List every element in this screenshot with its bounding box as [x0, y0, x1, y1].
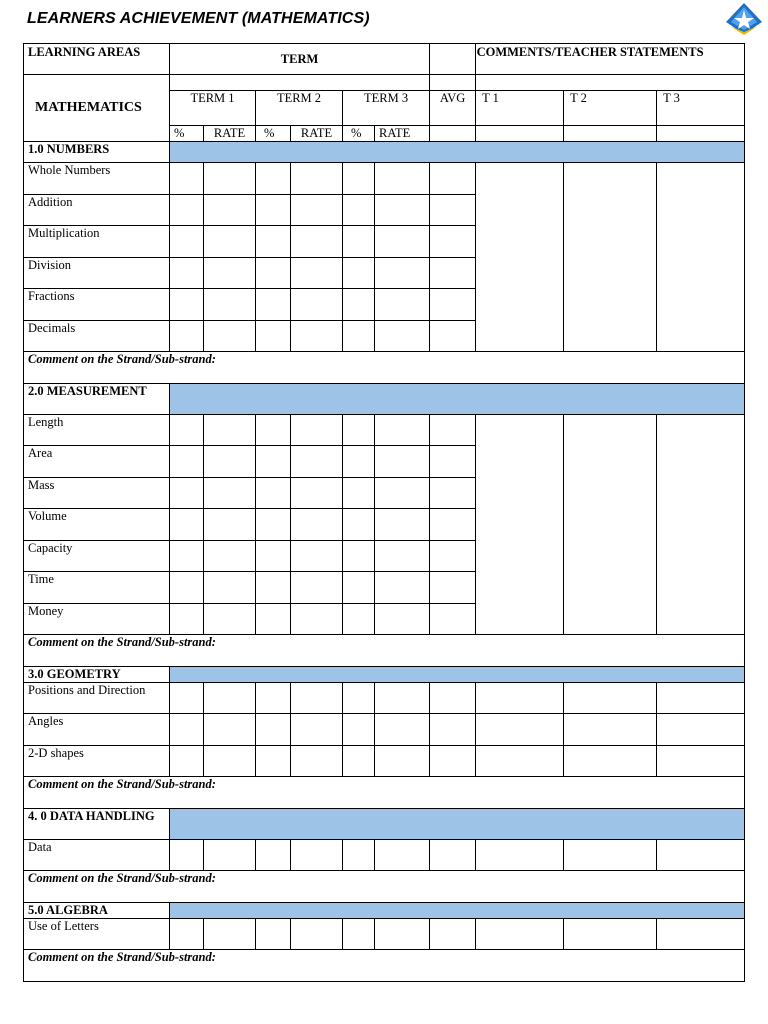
- term3-rate-cell[interactable]: [375, 509, 430, 541]
- term3-pct-cell[interactable]: [343, 289, 375, 321]
- term1-rate-cell[interactable]: [204, 918, 256, 950]
- sub-strand-label: Volume: [24, 509, 170, 541]
- avg-cell[interactable]: [430, 289, 476, 321]
- t1-sub-blank: [476, 126, 564, 142]
- sub-strand-label: Addition: [24, 194, 170, 226]
- strand-title: 5.0 ALGEBRA: [24, 902, 170, 918]
- avg-cell[interactable]: [430, 839, 476, 871]
- t2-comment-cell[interactable]: [564, 682, 657, 714]
- strand-comment[interactable]: Comment on the Strand/Sub-strand:: [24, 950, 745, 982]
- t2-comment-cell[interactable]: [564, 714, 657, 746]
- strand-band: [170, 808, 745, 839]
- term3-pct-cell[interactable]: [343, 745, 375, 777]
- term2-rate-cell[interactable]: [291, 745, 343, 777]
- term2-rate-cell[interactable]: [291, 257, 343, 289]
- term3-pct-cell[interactable]: [343, 477, 375, 509]
- term1-rate-cell[interactable]: [204, 226, 256, 258]
- term2-rate-cell[interactable]: [291, 509, 343, 541]
- learning-areas-header: LEARNING AREAS: [24, 44, 170, 75]
- term1-rate-cell[interactable]: [204, 414, 256, 446]
- avg-cell[interactable]: [430, 509, 476, 541]
- term1-pct-cell[interactable]: [170, 414, 204, 446]
- term2-rate-cell[interactable]: [291, 477, 343, 509]
- term1-pct-cell[interactable]: [170, 477, 204, 509]
- sub-strand-label: Time: [24, 572, 170, 604]
- avg-cell[interactable]: [430, 745, 476, 777]
- term1-rate-cell[interactable]: [204, 572, 256, 604]
- sub-strand-label: Whole Numbers: [24, 163, 170, 195]
- t2-comment-cell[interactable]: [564, 745, 657, 777]
- t2-comment-cell[interactable]: [564, 839, 657, 871]
- term2-rate-cell[interactable]: [291, 446, 343, 478]
- sub-strand-label: 2-D shapes: [24, 745, 170, 777]
- term3-rate-cell[interactable]: [375, 714, 430, 746]
- term3-pct-cell[interactable]: [343, 414, 375, 446]
- term1-pct-cell[interactable]: [170, 714, 204, 746]
- sub-strand-label: Positions and Direction: [24, 682, 170, 714]
- term1-rate-cell[interactable]: [204, 745, 256, 777]
- term1-rate-cell[interactable]: [204, 477, 256, 509]
- term3-rate-cell[interactable]: [375, 320, 430, 352]
- term2-rate-cell[interactable]: [291, 414, 343, 446]
- term2-rate-header: RATE: [291, 126, 343, 142]
- t1-comment-cell[interactable]: [476, 682, 564, 714]
- avg-cell[interactable]: [430, 163, 476, 195]
- t2-sub-blank: [564, 126, 657, 142]
- t2-header: T 2: [564, 91, 657, 126]
- term3-rate-cell[interactable]: [375, 839, 430, 871]
- t1-header: T 1: [476, 91, 564, 126]
- term2-pct-cell[interactable]: [256, 839, 291, 871]
- avg-cell[interactable]: [430, 446, 476, 478]
- avg-header: AVG: [430, 91, 476, 126]
- term3-pct-cell[interactable]: [343, 320, 375, 352]
- comments-spacer: [476, 75, 745, 91]
- term3-rate-cell[interactable]: [375, 477, 430, 509]
- term2-rate-cell[interactable]: [291, 839, 343, 871]
- subject-header: MATHEMATICS: [24, 75, 170, 142]
- term2-rate-cell[interactable]: [291, 163, 343, 195]
- avg-cell[interactable]: [430, 603, 476, 635]
- term3-pct-cell[interactable]: [343, 257, 375, 289]
- avg-cell[interactable]: [430, 714, 476, 746]
- term3-pct-cell[interactable]: [343, 839, 375, 871]
- t1-comment-cell[interactable]: [476, 163, 564, 352]
- t3-comment-cell[interactable]: [657, 918, 745, 950]
- term3-rate-cell[interactable]: [375, 745, 430, 777]
- term1-rate-header: RATE: [204, 126, 256, 142]
- term1-rate-cell[interactable]: [204, 163, 256, 195]
- t3-sub-blank: [657, 126, 745, 142]
- term2-pct-cell[interactable]: [256, 226, 291, 258]
- term-spacer: [170, 75, 430, 91]
- term1-pct-cell[interactable]: [170, 509, 204, 541]
- term2-rate-cell[interactable]: [291, 918, 343, 950]
- strand-band: [170, 383, 745, 414]
- term3-header: TERM 3: [343, 91, 430, 126]
- t3-comment-cell[interactable]: [657, 714, 745, 746]
- term1-rate-cell[interactable]: [204, 839, 256, 871]
- term2-pct-cell[interactable]: [256, 509, 291, 541]
- term3-rate-cell[interactable]: [375, 289, 430, 321]
- term1-pct-cell[interactable]: [170, 540, 204, 572]
- term3-pct-cell[interactable]: [343, 509, 375, 541]
- term1-rate-cell[interactable]: [204, 540, 256, 572]
- term3-pct-cell[interactable]: [343, 918, 375, 950]
- term1-rate-cell[interactable]: [204, 446, 256, 478]
- strand-title: 3.0 GEOMETRY: [24, 666, 170, 682]
- strand-comment[interactable]: Comment on the Strand/Sub-strand:: [24, 777, 745, 809]
- term3-rate-header: RATE: [375, 126, 430, 142]
- strand-comment[interactable]: Comment on the Strand/Sub-strand:: [24, 352, 745, 384]
- term1-pct-cell[interactable]: [170, 918, 204, 950]
- sub-strand-label: Multiplication: [24, 226, 170, 258]
- term1-rate-cell[interactable]: [204, 257, 256, 289]
- term3-rate-cell[interactable]: [375, 603, 430, 635]
- avg-cell[interactable]: [430, 477, 476, 509]
- strand-title: 1.0 NUMBERS: [24, 142, 170, 163]
- avg-cell[interactable]: [430, 194, 476, 226]
- t3-comment-cell[interactable]: [657, 682, 745, 714]
- term1-rate-cell[interactable]: [204, 714, 256, 746]
- term2-rate-cell[interactable]: [291, 682, 343, 714]
- term2-pct-cell[interactable]: [256, 540, 291, 572]
- term2-rate-cell[interactable]: [291, 603, 343, 635]
- t1-comment-cell[interactable]: [476, 714, 564, 746]
- term3-pct-cell[interactable]: [343, 540, 375, 572]
- term3-pct-cell[interactable]: [343, 714, 375, 746]
- t1-comment-cell[interactable]: [476, 839, 564, 871]
- avg-spacer: [430, 75, 476, 91]
- comments-header: COMMENTS/TEACHER STATEMENTS: [476, 44, 745, 75]
- sub-strand-label: Data: [24, 839, 170, 871]
- term2-pct-cell[interactable]: [256, 446, 291, 478]
- term1-rate-cell[interactable]: [204, 320, 256, 352]
- term3-rate-cell[interactable]: [375, 226, 430, 258]
- avg-sub-blank: [430, 126, 476, 142]
- term2-pct-header: %: [256, 126, 291, 142]
- sub-strand-label: Money: [24, 603, 170, 635]
- term1-pct-cell[interactable]: [170, 257, 204, 289]
- term-header: TERM: [170, 44, 430, 75]
- sub-strand-label: Division: [24, 257, 170, 289]
- term2-pct-cell[interactable]: [256, 320, 291, 352]
- term1-rate-cell[interactable]: [204, 682, 256, 714]
- term2-pct-cell[interactable]: [256, 745, 291, 777]
- term1-pct-cell[interactable]: [170, 320, 204, 352]
- term3-rate-cell[interactable]: [375, 257, 430, 289]
- strand-band: [170, 142, 745, 163]
- term2-pct-cell[interactable]: [256, 477, 291, 509]
- blue-diamond-star-logo-icon: [724, 2, 764, 36]
- term1-pct-cell[interactable]: [170, 289, 204, 321]
- avg-cell[interactable]: [430, 320, 476, 352]
- t2-comment-cell[interactable]: [564, 414, 657, 635]
- term3-rate-cell[interactable]: [375, 446, 430, 478]
- strand-comment[interactable]: Comment on the Strand/Sub-strand:: [24, 635, 745, 667]
- term3-pct-cell[interactable]: [343, 163, 375, 195]
- sub-strand-label: Decimals: [24, 320, 170, 352]
- strand-title: 4. 0 DATA HANDLING: [24, 808, 170, 839]
- term3-rate-cell[interactable]: [375, 194, 430, 226]
- avg-cell[interactable]: [430, 682, 476, 714]
- term3-rate-cell[interactable]: [375, 918, 430, 950]
- term1-pct-cell[interactable]: [170, 682, 204, 714]
- term2-pct-cell[interactable]: [256, 257, 291, 289]
- term2-pct-cell[interactable]: [256, 918, 291, 950]
- term3-rate-cell[interactable]: [375, 414, 430, 446]
- t2-comment-cell[interactable]: [564, 163, 657, 352]
- sub-strand-label: Angles: [24, 714, 170, 746]
- sub-strand-label: Capacity: [24, 540, 170, 572]
- term2-pct-cell[interactable]: [256, 714, 291, 746]
- term3-rate-cell[interactable]: [375, 540, 430, 572]
- t3-comment-cell[interactable]: [657, 414, 745, 635]
- avg-blank-header: [430, 44, 476, 75]
- t1-comment-cell[interactable]: [476, 745, 564, 777]
- strand-band: [170, 666, 745, 682]
- term1-pct-header: %: [170, 126, 204, 142]
- term3-pct-cell[interactable]: [343, 603, 375, 635]
- term2-rate-cell[interactable]: [291, 714, 343, 746]
- term3-rate-cell[interactable]: [375, 163, 430, 195]
- term1-rate-cell[interactable]: [204, 509, 256, 541]
- term1-pct-cell[interactable]: [170, 194, 204, 226]
- term3-pct-cell[interactable]: [343, 226, 375, 258]
- term1-header: TERM 1: [170, 91, 256, 126]
- term3-rate-cell[interactable]: [375, 682, 430, 714]
- avg-cell[interactable]: [430, 257, 476, 289]
- term1-pct-cell[interactable]: [170, 839, 204, 871]
- term2-pct-cell[interactable]: [256, 414, 291, 446]
- term2-header: TERM 2: [256, 91, 343, 126]
- term2-rate-cell[interactable]: [291, 540, 343, 572]
- strand-band: [170, 902, 745, 918]
- term2-pct-cell[interactable]: [256, 603, 291, 635]
- strand-comment[interactable]: Comment on the Strand/Sub-strand:: [24, 871, 745, 903]
- t3-comment-cell[interactable]: [657, 745, 745, 777]
- term2-rate-cell[interactable]: [291, 320, 343, 352]
- term2-pct-cell[interactable]: [256, 163, 291, 195]
- term1-rate-cell[interactable]: [204, 289, 256, 321]
- term2-pct-cell[interactable]: [256, 572, 291, 604]
- term1-pct-cell[interactable]: [170, 226, 204, 258]
- term3-pct-cell[interactable]: [343, 194, 375, 226]
- term2-rate-cell[interactable]: [291, 226, 343, 258]
- term1-pct-cell[interactable]: [170, 446, 204, 478]
- term2-pct-cell[interactable]: [256, 682, 291, 714]
- t2-comment-cell[interactable]: [564, 918, 657, 950]
- term1-pct-cell[interactable]: [170, 163, 204, 195]
- page-title: LEARNERS ACHIEVEMENT (MATHEMATICS): [27, 10, 370, 27]
- t1-comment-cell[interactable]: [476, 918, 564, 950]
- term1-pct-cell[interactable]: [170, 745, 204, 777]
- term2-rate-cell[interactable]: [291, 194, 343, 226]
- term2-pct-cell[interactable]: [256, 289, 291, 321]
- sub-strand-label: Mass: [24, 477, 170, 509]
- avg-cell[interactable]: [430, 226, 476, 258]
- t3-comment-cell[interactable]: [657, 163, 745, 352]
- term3-rate-cell[interactable]: [375, 572, 430, 604]
- term2-pct-cell[interactable]: [256, 194, 291, 226]
- term3-pct-cell[interactable]: [343, 682, 375, 714]
- strand-title: 2.0 MEASUREMENT: [24, 383, 170, 414]
- term1-pct-cell[interactable]: [170, 572, 204, 604]
- avg-cell[interactable]: [430, 918, 476, 950]
- term3-pct-cell[interactable]: [343, 572, 375, 604]
- term2-rate-cell[interactable]: [291, 289, 343, 321]
- achievement-table: [23, 43, 745, 982]
- term1-pct-cell[interactable]: [170, 603, 204, 635]
- t3-header: T 3: [657, 91, 745, 126]
- sub-strand-label: Area: [24, 446, 170, 478]
- sub-strand-label: Length: [24, 414, 170, 446]
- term2-rate-cell[interactable]: [291, 572, 343, 604]
- sub-strand-label: Fractions: [24, 289, 170, 321]
- term3-pct-header: %: [343, 126, 375, 142]
- avg-cell[interactable]: [430, 414, 476, 446]
- avg-cell[interactable]: [430, 540, 476, 572]
- t1-comment-cell[interactable]: [476, 414, 564, 635]
- term1-rate-cell[interactable]: [204, 603, 256, 635]
- term3-pct-cell[interactable]: [343, 446, 375, 478]
- t3-comment-cell[interactable]: [657, 839, 745, 871]
- term1-rate-cell[interactable]: [204, 194, 256, 226]
- sub-strand-label: Use of Letters: [24, 918, 170, 950]
- avg-cell[interactable]: [430, 572, 476, 604]
